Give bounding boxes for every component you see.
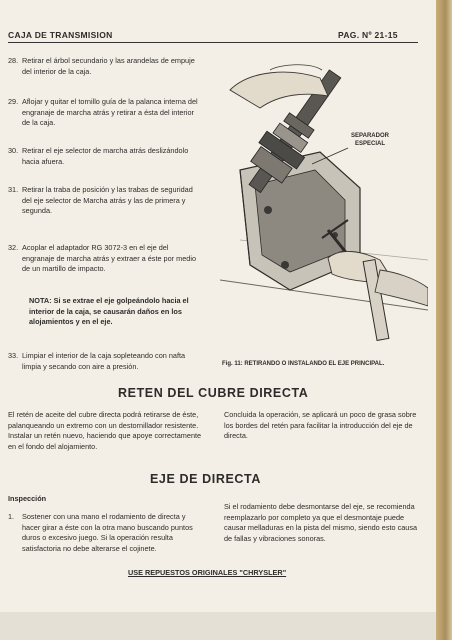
- step-text: Limpiar el interior de la caja sopleteando con nafta limpia y secando con aire a presión.: [22, 351, 186, 371]
- step-text: Aflojar y quitar el tornillo guía de la palanca interna del engranaje de marcha atrás y retirar a ésta del interior de la caja.: [22, 97, 198, 127]
- step-29: [8, 97, 204, 127]
- step-28: [8, 56, 204, 76]
- section-header: CAJA DE TRANSMISION: [8, 30, 113, 40]
- reten-right-paragraph: Concluida la operación, se aplicará un poco de grasa sobre los bordes del retén para facilitar la introducción del eje de directa.: [224, 410, 417, 440]
- header-rule: [8, 42, 418, 43]
- page-bottom-margin: [0, 612, 436, 640]
- step-number: 31.: [8, 185, 19, 194]
- step-number: 28.: [8, 56, 19, 65]
- section-title-reten: RETEN DEL CUBRE DIRECTA: [118, 386, 309, 400]
- figure-caption: Fig. 11: RETIRANDO O INSTALANDO EL EJE PRINCIPAL.: [222, 361, 385, 367]
- step-text: Retirar el eje selector de marcha atrás deslizándolo hacia afuera.: [22, 146, 189, 166]
- step-32: [8, 243, 204, 273]
- step-30: [8, 146, 204, 166]
- step-text: Retirar el árbol secundario y las arandelas de empuje del interior de la caja.: [22, 56, 195, 76]
- step-number: 32.: [8, 243, 19, 252]
- reten-left-paragraph: El retén de aceite del cubre directa podrá retirarse de éste, palanqueando un extremo con un destornillador resistente. Instalar un retén nuevo, haciendo que apoye correctamente en el fondo del alojamiento.: [8, 410, 202, 451]
- step-number: 29.: [8, 97, 19, 106]
- eje-right-paragraph: Si el rodamiento debe desmontarse del eje, se recomienda reemplazarlo por completo ya que el desmontaje puede causar melladuras en la pista del mismo, siendo esto causa de fallas y vibraciones sonoras.: [224, 502, 418, 543]
- figure-illustration: [210, 60, 428, 356]
- inspection-step-1: [8, 512, 204, 553]
- step-31: [8, 185, 204, 215]
- step-number: 33.: [8, 351, 19, 360]
- step-text: Sostener con una mano el rodamiento de directa y hacer girar a éste con la otra mano buscando puntos duros o excesivo juego. Si la operación resulta satisfactoria no debe alterarse el cojinete.: [22, 512, 193, 553]
- step-text: Acoplar el adaptador RG 3072-3 en el eje del engranaje de marcha atrás y extraer a éste por medio de un martillo de impacto.: [22, 243, 197, 273]
- page-number: PAG. Nº 21-15: [338, 30, 398, 40]
- step-number: 30.: [8, 146, 19, 155]
- step-text: Retirar la traba de posición y las trabas de seguridad del eje selector de Marcha atrás y las de primera y segunda.: [22, 185, 193, 215]
- footer-note: USE REPUESTOS ORIGINALES "CHRYSLER": [128, 568, 287, 577]
- subsection-title: Inspección: [8, 494, 47, 503]
- figure-label: SEPARADOR ESPECIAL: [351, 133, 389, 147]
- section-title-eje: EJE DE DIRECTA: [150, 472, 261, 486]
- binding-edge: [436, 0, 452, 640]
- warning-note: NOTA: Si se extrae el eje golpeándolo hacia el interior de la caja, se causarán daños en los alojamientos y en el eje.: [29, 296, 189, 326]
- step-number: 1.: [8, 512, 15, 521]
- step-33: [8, 351, 204, 371]
